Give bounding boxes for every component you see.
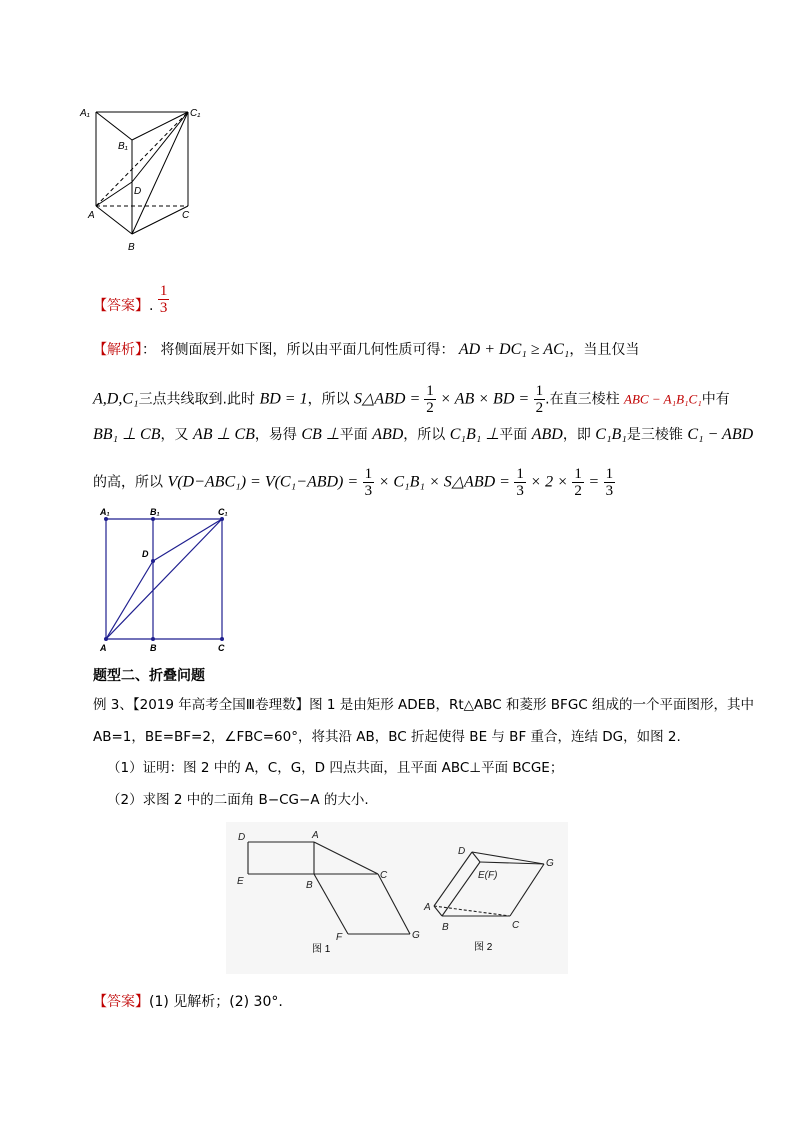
- analysis-line-1: 【解析】： 将侧面展开如下图，所以由平面几何性质可得： AD + DC₁ ≥ AC₁，当且仅当: [93, 341, 640, 358]
- fold2-label-c: C: [512, 920, 520, 931]
- label-c1: C₁: [190, 108, 201, 119]
- question-2: （2）求图 2 中的二面角 B−CG−A 的大小.: [107, 792, 369, 808]
- answer-tag: 【答案】: [93, 298, 149, 314]
- example-line-1: 例 3、【2019 年高考全国Ⅲ卷理数】图 1 是由矩形 ADEB，Rt△ABC 和菱形 BFGC 组成的一个平面图形，其中: [93, 697, 754, 713]
- fold-label-b: B: [306, 880, 313, 891]
- label-c: C: [182, 210, 190, 221]
- fold-label-c: C: [380, 870, 388, 881]
- label-b1: B₁: [118, 141, 128, 152]
- unfold-label-b: B: [150, 643, 157, 653]
- answer-2: 【答案】(1) 见解析；(2) 30°.: [93, 994, 283, 1010]
- example-line-2: AB=1，BE=BF=2，∠FBC=60°，将其沿 AB，BC 折起使得 BE 与 BF 重合，连结 DG，如图 2.: [93, 729, 681, 745]
- unfold-label-d: D: [142, 549, 149, 559]
- fold-caption-1: 图 1: [312, 944, 331, 955]
- unfold-label-c1: C₁: [218, 507, 228, 517]
- answer2-tag: 【答案】: [93, 994, 149, 1010]
- analysis-line-4: 的高，所以 V(D−ABC₁) = V(C₁−ABD) = $\frac{1}{3}$ × C₁B₁ × S△ABD = $\frac{1}{3}$ × 2 × $\frac{1}{2}$ = $\frac{1}{3}$: [93, 466, 614, 499]
- label-b: B: [128, 242, 135, 253]
- fold2-label-a: A: [424, 902, 431, 913]
- unfold-figure: [96, 505, 236, 657]
- label-d: D: [134, 186, 142, 197]
- unfold-label-a1: A₁: [100, 507, 110, 517]
- fold-label-d: D: [238, 832, 246, 843]
- analysis-line-2: A,D,C₁三点共线取到.此时 BD = 1，所以 S△ABD = $\frac{1}{2}$ × AB × BD = $\frac{1}{2}$ .在直三棱柱 ABC − A₁B₁C₁中有: [93, 383, 730, 416]
- answer-1: 【答案】. $\frac{1}{3}$: [93, 282, 168, 316]
- unfold-label-a: A: [100, 643, 107, 653]
- fold2-label-d: D: [458, 846, 466, 857]
- fold-label-a: A: [312, 830, 319, 841]
- fold-figure: [226, 822, 568, 974]
- fold-label-f: F: [336, 932, 343, 943]
- fold-label-g: G: [412, 930, 420, 941]
- label-a: A: [88, 210, 95, 221]
- prism-figure: [78, 102, 208, 260]
- fold2-label-ef: E(F): [478, 870, 498, 881]
- answer-fraction: $\frac{1}{3}$: [159, 282, 168, 316]
- label-a1: A₁: [80, 108, 90, 119]
- analysis-line-3: BB₁ ⊥ CB，又 AB ⊥ CB，易得 CB ⊥平面 ABD，所以 C₁B₁ ⊥平面 ABD，即 C₁B₁是三棱锥 C₁ − ABD: [93, 426, 754, 443]
- analysis-tag: 【解析】: [93, 342, 142, 358]
- question-1: （1）证明：图 2 中的 A，C，G，D 四点共面，且平面 ABC⊥平面 BCGE；: [107, 760, 564, 776]
- fold2-label-g: G: [546, 858, 554, 869]
- fold-caption-2: 图 2: [474, 942, 493, 953]
- fold-label-e: E: [237, 876, 244, 887]
- section-heading: 题型二、折叠问题: [93, 668, 205, 684]
- unfold-label-c: C: [218, 643, 225, 653]
- unfold-label-b1: B₁: [150, 507, 160, 517]
- fold2-label-b: B: [442, 922, 449, 933]
